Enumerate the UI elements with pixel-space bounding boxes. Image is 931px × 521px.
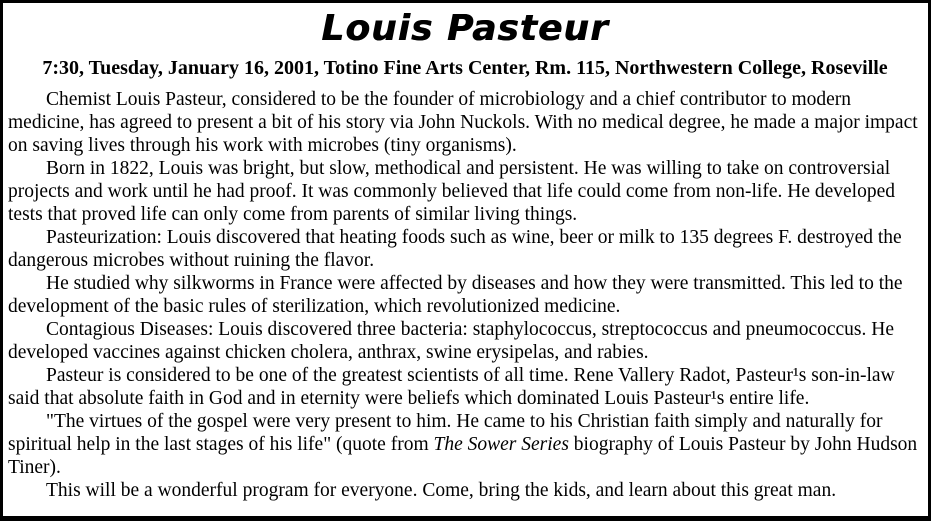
quote-text-before: "The virtues of the gospel were very present to him. He came to his Christian faith simply and naturally for spiritual help in the last stages of his life" (quote from bbox=[8, 411, 883, 455]
event-details-line: 7:30, Tuesday, January 16, 2001, Totino Fine Arts Center, Rm. 115, Northwestern College, Roseville bbox=[42, 57, 888, 79]
quote-text-after: biography of Louis Pasteur by John Hudson Tiner). bbox=[8, 434, 918, 478]
quote-book-title: The Sower Series bbox=[433, 434, 569, 455]
paragraph-intro: Chemist Louis Pasteur, considered to be the founder of microbiology and a chief contributor to modern medicine, has agreed to present a bit of his story via John Nuckols. With no medical degree, he made a major impact on saving lives through his work with microbes (tiny organisms). bbox=[8, 89, 918, 156]
paragraph-greatest-scientist: Pasteur is considered to be one of the greatest scientists of all time. Rene Vallery Radot, Pasteur¹s son-in-law said that absolute faith in God and in eternity were beliefs which dominated Louis Pasteur¹s entire life. bbox=[8, 365, 895, 409]
paragraph-closing: This will be a wonderful program for everyone. Come, bring the kids, and learn about this great man. bbox=[46, 480, 837, 501]
paragraph-pasteurization: Pasteurization: Louis discovered that heating foods such as wine, beer or milk to 135 degrees F. destroyed the dangerous microbes without ruining the flavor. bbox=[8, 227, 902, 271]
page-title: Louis Pasteur bbox=[321, 8, 609, 49]
paragraph-born-1822: Born in 1822, Louis was bright, but slow, methodical and persistent. He was willing to take on controversial projects and work until he had proof. It was commonly believed that life could come from non-life. He developed tests that proved life can only come from parents of similar living things. bbox=[8, 158, 895, 225]
paragraph-gospel-quote bbox=[8, 410, 922, 479]
paragraph-contagious-diseases: Contagious Diseases: Louis discovered three bacteria: staphylococcus, streptococcus and pneumococcus. He developed vaccines against chicken cholera, anthrax, swine erysipelas, and rabies. bbox=[8, 319, 894, 363]
paragraph-silkworms: He studied why silkworms in France were affected by diseases and how they were transmitted. This led to the development of the basic rules of sterilization, which revolutionized medicine. bbox=[8, 273, 903, 317]
